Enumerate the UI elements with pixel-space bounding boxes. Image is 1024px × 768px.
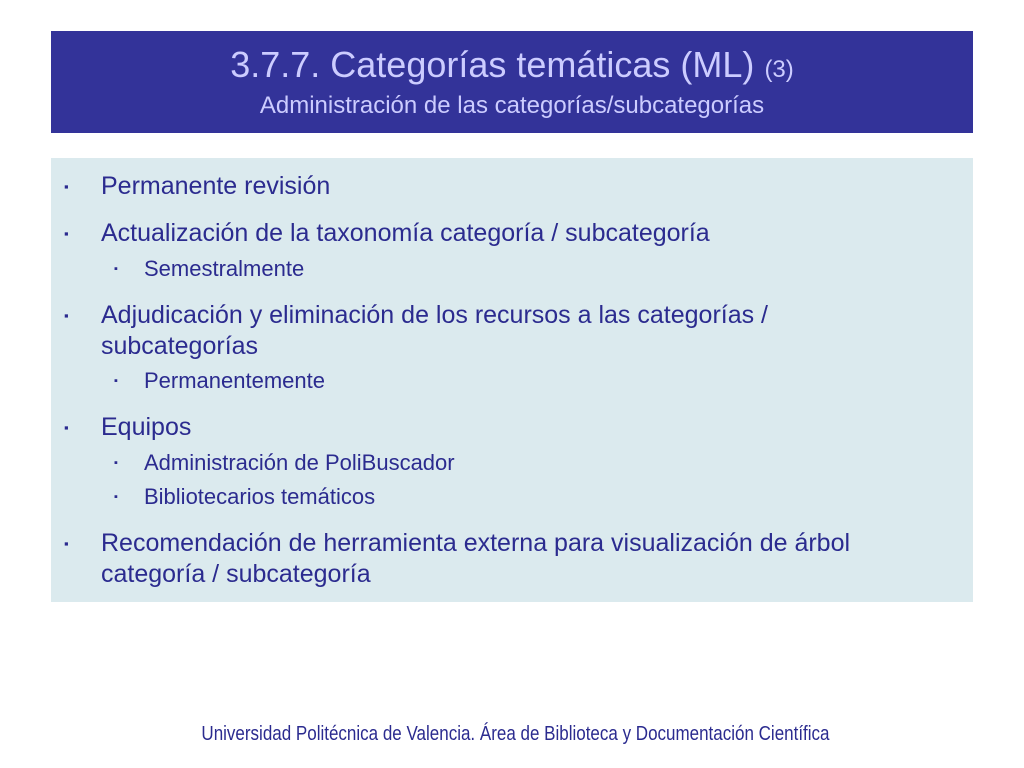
sub-bullet-text: Bibliotecarios temáticos bbox=[144, 484, 376, 509]
bullet-square-icon: ▪ bbox=[114, 263, 118, 275]
slide-title-suffix: (3) bbox=[764, 56, 794, 83]
content-panel bbox=[51, 158, 973, 602]
bullet-square-icon: ▪ bbox=[64, 308, 69, 323]
bullet-square-icon: ▪ bbox=[64, 536, 69, 551]
bullet-text: Actualización de la taxonomía categoría / subcategoría bbox=[101, 219, 710, 247]
bullet-text: Adjudicación y eliminación de los recursos a las categorías / bbox=[101, 301, 769, 329]
slide-footer bbox=[0, 720, 1024, 748]
slide-subtitle: Administración de las categorías/subcategorías bbox=[259, 92, 765, 119]
bullet-square-icon: ▪ bbox=[64, 226, 69, 241]
bullet-text: Recomendación de herramienta externa para visualización de árbol bbox=[101, 529, 851, 557]
bullet-text: Equipos bbox=[101, 413, 192, 441]
bullet-square-icon: ▪ bbox=[114, 457, 118, 469]
bullet-square-icon: ▪ bbox=[64, 420, 69, 435]
sub-bullet-text: Administración de PoliBuscador bbox=[144, 450, 455, 475]
bullet-text: subcategorías bbox=[101, 332, 259, 360]
slide-title bbox=[51, 41, 973, 94]
bullet-text: categoría / subcategoría bbox=[101, 560, 371, 588]
bullet-square-icon: ▪ bbox=[114, 491, 118, 503]
slide-title-text: 3.7.7. Categorías temáticas (ML) bbox=[230, 44, 755, 85]
bullet-text: Permanente revisión bbox=[101, 172, 331, 200]
slide-header bbox=[51, 31, 973, 133]
footer-text: Universidad Politécnica de Valencia. Área de Biblioteca y Documentación Científica bbox=[200, 723, 830, 745]
bullet-square-icon: ▪ bbox=[114, 375, 118, 387]
sub-bullet-text: Semestralmente bbox=[144, 256, 305, 281]
bullet-square-icon: ▪ bbox=[64, 179, 69, 194]
sub-bullet-text: Permanentemente bbox=[144, 368, 325, 393]
